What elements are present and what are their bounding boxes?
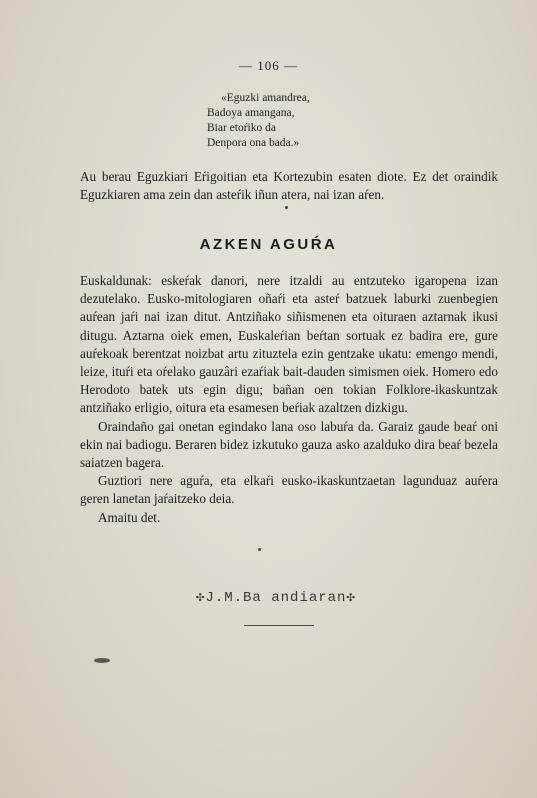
author-signature: ✣J.M.Ba andiaran✣ xyxy=(196,590,356,606)
intro-paragraph xyxy=(80,168,498,204)
paragraph-1: Euskaldunak: eskeŕak danori, nere itzaldi au entzuteko igaropena izan dezutelako. Eusko-mitologiaren oñaŕi eta asteŕ batzuek laburki zuenbegien auŕean jaŕi nai izan ditut. Antziñako siñismenen eta oituraen aztarnak ikusi ditugu. Aztarna oiek emen, Euskaleŕian beŕtan sortuak ez badira ere, gure auŕekoak berentzat noizbat artu zituztela ezin gentzake ukatu: emengo mendi, leize, ituŕi eta oŕelako gauzâri ezaŕiak bait-dauden simismen oiek. Homero edo Herodoto batek uts egin digu; bañan oen tokian Folklore-ikaskuntzak antziñako erligio, oitura eta esamesen beŕiak azaltzen dizkigu. xyxy=(80,273,498,416)
page-number: — 106 — xyxy=(239,58,298,73)
closing-rule xyxy=(244,625,314,626)
paragraph-2: Oraindaño gai onetan egindako lana oso labuŕa da. Garaiz gaude beaŕ oni ekin nai badiogu. Beraren bidez izkutuko gauza asko azalduko dira beaŕ bezela saiatzen bagera. xyxy=(80,418,498,471)
poem-quote xyxy=(207,91,407,151)
print-speck xyxy=(258,548,261,551)
poem-line: Denpora ona bada.» xyxy=(207,137,300,149)
poem-line: «Eguzki amandrea, xyxy=(221,92,310,104)
paragraph-4: Amaitu det. xyxy=(98,509,161,525)
ink-smudge xyxy=(94,658,110,663)
paragraph-3: Guztiori nere aguŕa, eta elkaŕi eusko-ikaskuntzaetan lagunduaz auŕera geren lanetan jaŕaitzeko deia. xyxy=(80,473,498,507)
print-speck xyxy=(285,206,288,209)
paragraph-text: Au berau Eguzkiari Eŕigoitian eta Kortezubin esaten diote. Ez det oraindik Eguzkiaren ama zein dan asteŕik iñun atera, nai izan aŕen. xyxy=(80,169,498,203)
poem-line: Biar etoŕiko da xyxy=(207,122,276,134)
poem-line: Badoya amangana, xyxy=(207,107,295,119)
section-title: AZKEN AGUŔA xyxy=(199,236,338,253)
body-text xyxy=(80,272,498,527)
